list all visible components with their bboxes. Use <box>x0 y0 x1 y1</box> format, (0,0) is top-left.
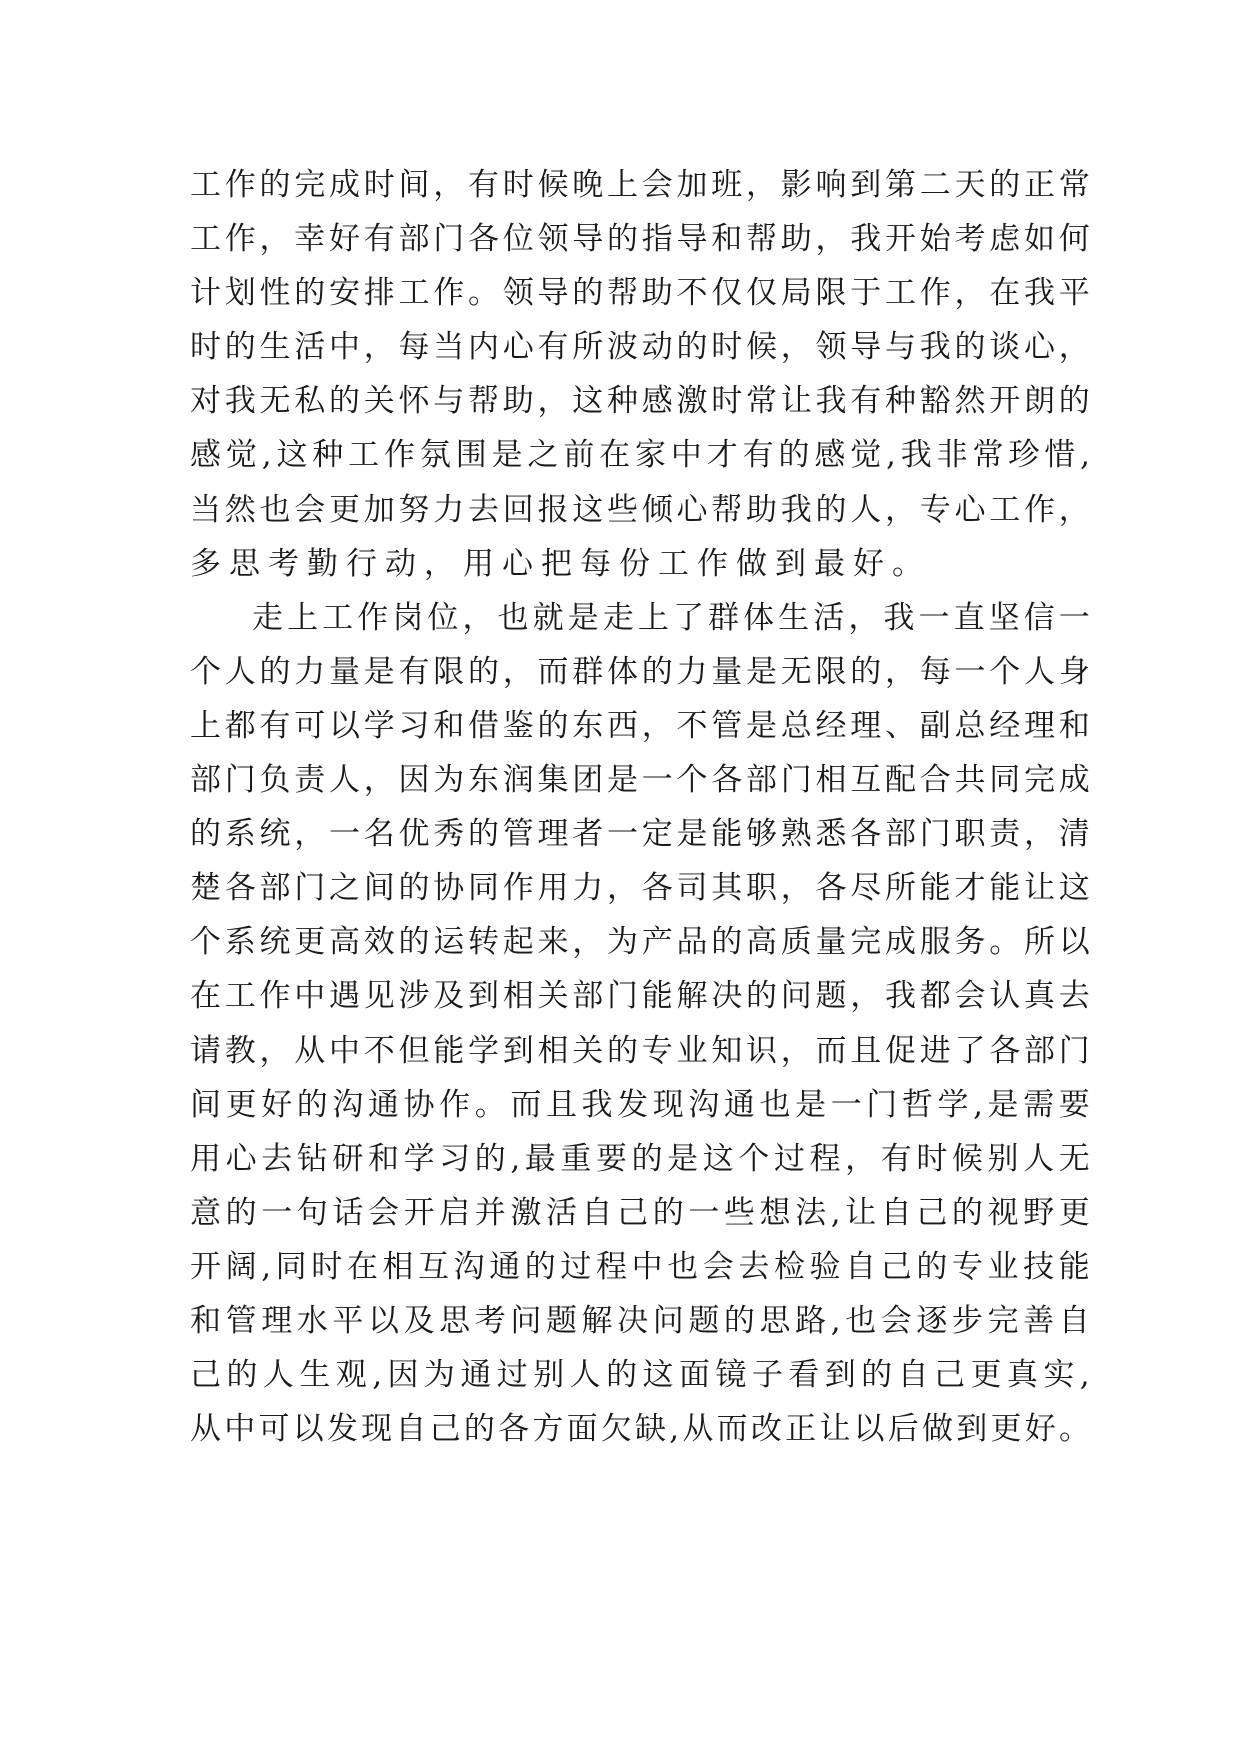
text-line: 个 人 的 力 量 是 有 限 的 ， 而 群 体 的 力 量 是 无 限 的 ， 每 一 个 人 身 <box>190 653 1090 690</box>
text-line: 部 门 负 责 人 ， 因 为 东 润 集 团 是 一 个 各 部 门 相 互 配 合 共 同 完 成 <box>190 762 1090 799</box>
text-line: 开 阔 , 同 时 在 相 互 沟 通 的 过 程 中 也 会 去 检 验 自 己 的 专 业 技 能 <box>190 1248 1090 1285</box>
text-line: 意 的 一 句 话 会 开 启 并 激 活 自 己 的 一 些 想 法 , 让 自 己 的 视 野 更 <box>190 1194 1090 1231</box>
text-line: 工 作 的 完 成 时 间 ， 有 时 候 晚 上 会 加 班 ， 影 响 到 第 二 天 的 正 常 <box>190 167 1090 203</box>
text-line: 感 觉 , 这 种 工 作 氛 围 是 之 前 在 家 中 才 有 的 感 觉 , 我 非 常 珍 惜 , <box>190 437 1090 474</box>
text-line: 的 系 统 ， 一 名 优 秀 的 管 理 者 一 定 是 能 够 熟 悉 各 部 门 职 责 ， 清 <box>190 816 1090 853</box>
text-line: 走 上 工 作 岗 位 ， 也 就 是 走 上 了 群 体 生 活 ， 我 一 直 坚 信 一 <box>252 599 1090 636</box>
text-line: 己 的 人 生 观 , 因 为 通 过 别 人 的 这 面 镜 子 看 到 的 自 己 更 真 实 , <box>190 1357 1090 1394</box>
text-line: 时 的 生 活 中 ， 每 当 内 心 有 所 波 动 的 时 候 ， 领 导 与 我 的 谈 心 ， <box>190 329 1090 366</box>
text-line: 和 管 理 水 平 以 及 思 考 问 题 解 决 问 题 的 思 路 , 也 会 逐 步 完 善 自 <box>190 1302 1090 1339</box>
text-line: 在 工 作 中 遇 见 涉 及 到 相 关 部 门 能 解 决 的 问 题 ， 我 都 会 认 真 去 <box>190 978 1090 1015</box>
text-line: 请 教 ， 从 中 不 但 能 学 到 相 关 的 专 业 知 识 ， 而 且 促 进 了 各 部 门 <box>190 1032 1090 1069</box>
text-line: 对 我 无 私 的 关 怀 与 帮 助 ， 这 种 感 激 时 常 让 我 有 种 豁 然 开 朗 的 <box>190 383 1090 420</box>
body-text <box>190 158 1090 1456</box>
text-line: 工 作 ， 幸 好 有 部 门 各 位 领 导 的 指 导 和 帮 助 ， 我 开 始 考 虑 如 何 <box>190 221 1090 258</box>
text-line: 间 更 好 的 沟 通 协 作 。 而 且 我 发 现 沟 通 也 是 一 门 哲 学 , 是 需 要 <box>190 1086 1090 1123</box>
text-line: 从 中 可 以 发 现 自 己 的 各 方 面 欠 缺 , 从 而 改 正 让 以 后 做 到 更 好 。 <box>190 1411 1090 1448</box>
text-line: 用 心 去 钻 研 和 学 习 的 , 最 重 要 的 是 这 个 过 程 ， 有 时 候 别 人 无 <box>190 1140 1090 1177</box>
text-line: 楚 各 部 门 之 间 的 协 同 作 用 力 ， 各 司 其 职 ， 各 尽 所 能 才 能 让 这 <box>190 870 1090 907</box>
text-line: 上 都 有 可 以 学 习 和 借 鉴 的 东 西 ， 不 管 是 总 经 理 、 副 总 经 理 和 <box>190 707 1090 744</box>
text-line: 当 然 也 会 更 加 努 力 去 回 报 这 些 倾 心 帮 助 我 的 人 ， 专 心 工 作 ， <box>190 491 1090 528</box>
text-line: 个 系 统 更 高 效 的 运 转 起 来 ， 为 产 品 的 高 质 量 完 成 服 务 。 所 以 <box>190 924 1090 961</box>
text-line: 多思考勤行动，用心把每份工作做到最好。 <box>190 545 931 582</box>
text-line: 计 划 性 的 安 排 工 作 。 领 导 的 帮 助 不 仅 仅 局 限 于 工 作 ， 在 我 平 <box>190 275 1090 312</box>
